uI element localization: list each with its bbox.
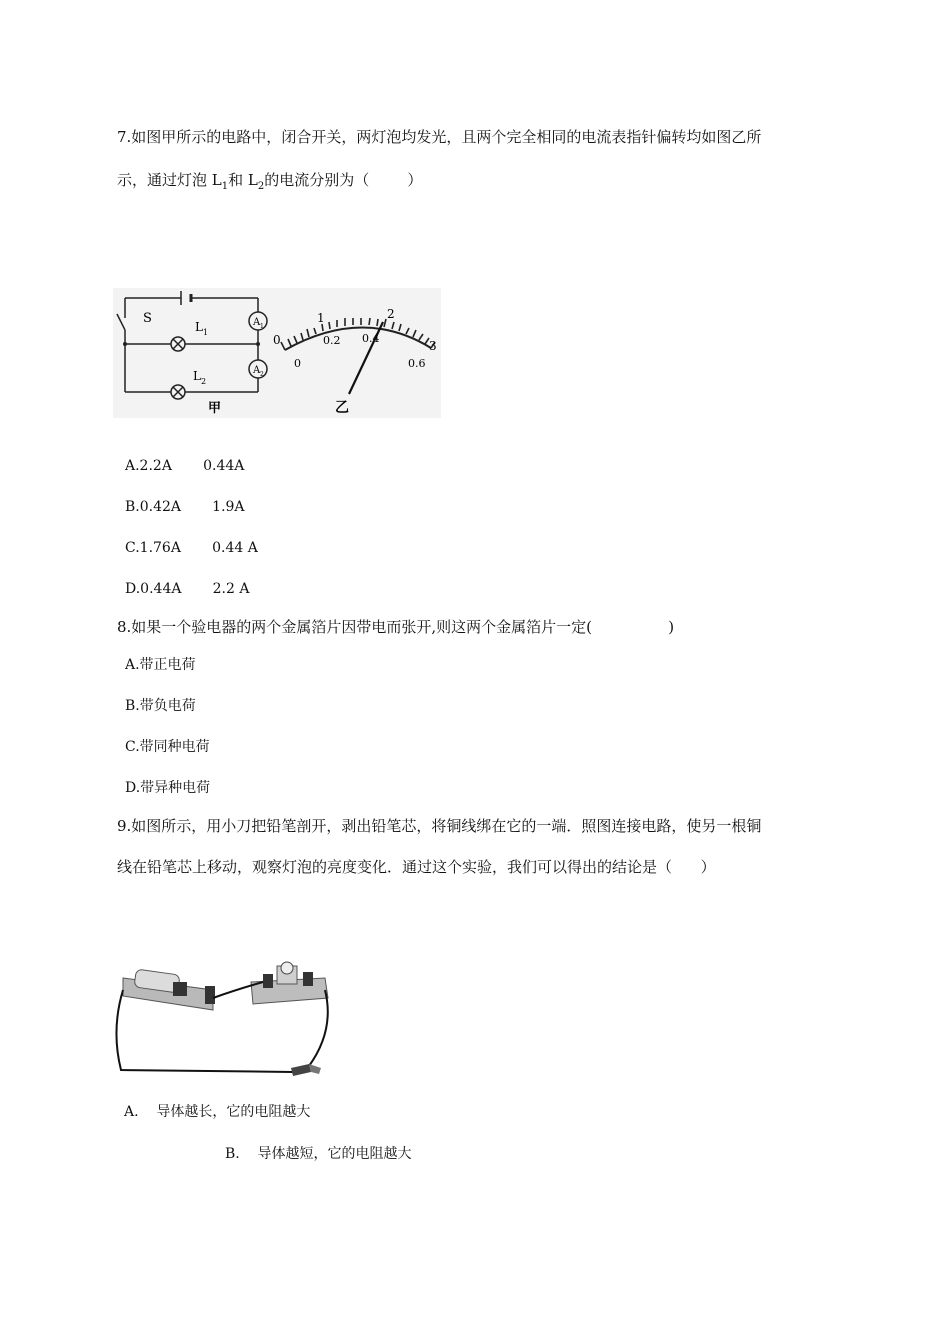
ammeter2-label: A bbox=[253, 365, 261, 376]
q9-option-a: A. 导体越长，它的电阻越大 bbox=[124, 1104, 311, 1120]
q8-stem: 8.如果一个验电器的两个金属箔片因带电而张开,则这两个金属箔片一定( ) bbox=[117, 618, 675, 636]
q8-option-c: C.带同种电荷 bbox=[125, 739, 210, 755]
q7-stem-line2: 示，通过灯泡 $L_1$和 $L_2$的电流分别为（ ） bbox=[117, 171, 423, 192]
scale-inner-1: 0.2 bbox=[323, 334, 341, 347]
q9-experiment-photo bbox=[113, 960, 335, 1085]
lamp1-sub: 1 bbox=[203, 328, 209, 337]
circuit-and-ammeter-diagram bbox=[113, 288, 441, 418]
meter-caption: 乙 bbox=[335, 400, 349, 416]
q7-circuit-figure bbox=[113, 288, 441, 418]
pencil-lead-circuit-picture bbox=[113, 960, 335, 1085]
scale-outer-0: 0 bbox=[273, 333, 281, 347]
switch-label: S bbox=[143, 311, 152, 326]
q8-option-d: D.带异种电荷 bbox=[125, 780, 211, 796]
q9-option-b: B. 导体越短，它的电阻越大 bbox=[225, 1146, 412, 1162]
scale-outer-1: 1 bbox=[317, 311, 325, 325]
q8-option-a: A.带正电荷 bbox=[125, 657, 196, 673]
ammeter1-sub: 1 bbox=[260, 323, 264, 330]
q7-option-d: D.0.44A 2.2 A bbox=[125, 581, 250, 597]
q9-stem-line2: 线在铅笔芯上移动，观察灯泡的亮度变化．通过这个实验，我们可以得出的结论是（ ） bbox=[117, 858, 716, 876]
ammeter2-sub: 2 bbox=[260, 371, 264, 378]
scale-inner-2: 0.4 bbox=[362, 332, 380, 345]
q7-stem-line1: 7.如图甲所示的电路中，闭合开关，两灯泡均发光，且两个完全相同的电流表指针偏转均如图乙所 bbox=[117, 128, 762, 146]
lamp1-label: L bbox=[195, 320, 203, 334]
meter-ticks bbox=[281, 318, 435, 350]
q8-option-b: B.带负电荷 bbox=[125, 698, 196, 714]
q7-option-c: C.1.76A 0.44 A bbox=[125, 540, 258, 556]
q7-option-a: A.2.2A 0.44A bbox=[125, 458, 245, 474]
circuit-caption: 甲 bbox=[208, 401, 222, 416]
scale-inner-3: 0.6 bbox=[408, 357, 426, 370]
scale-outer-2: 2 bbox=[387, 307, 395, 321]
scale-inner-0: 0 bbox=[294, 357, 301, 370]
lamp2-sub: 2 bbox=[201, 377, 207, 386]
ammeter1-label: A bbox=[253, 317, 261, 328]
q9-stem-line1: 9.如图所示，用小刀把铅笔剖开，剥出铅笔芯，将铜线绑在它的一端．照图连接电路，使另一根铜 bbox=[117, 817, 762, 835]
lamp2-label: L bbox=[193, 369, 201, 383]
q7-option-b: B.0.42A 1.9A bbox=[125, 499, 245, 515]
scale-outer-3: 3 bbox=[429, 339, 437, 353]
